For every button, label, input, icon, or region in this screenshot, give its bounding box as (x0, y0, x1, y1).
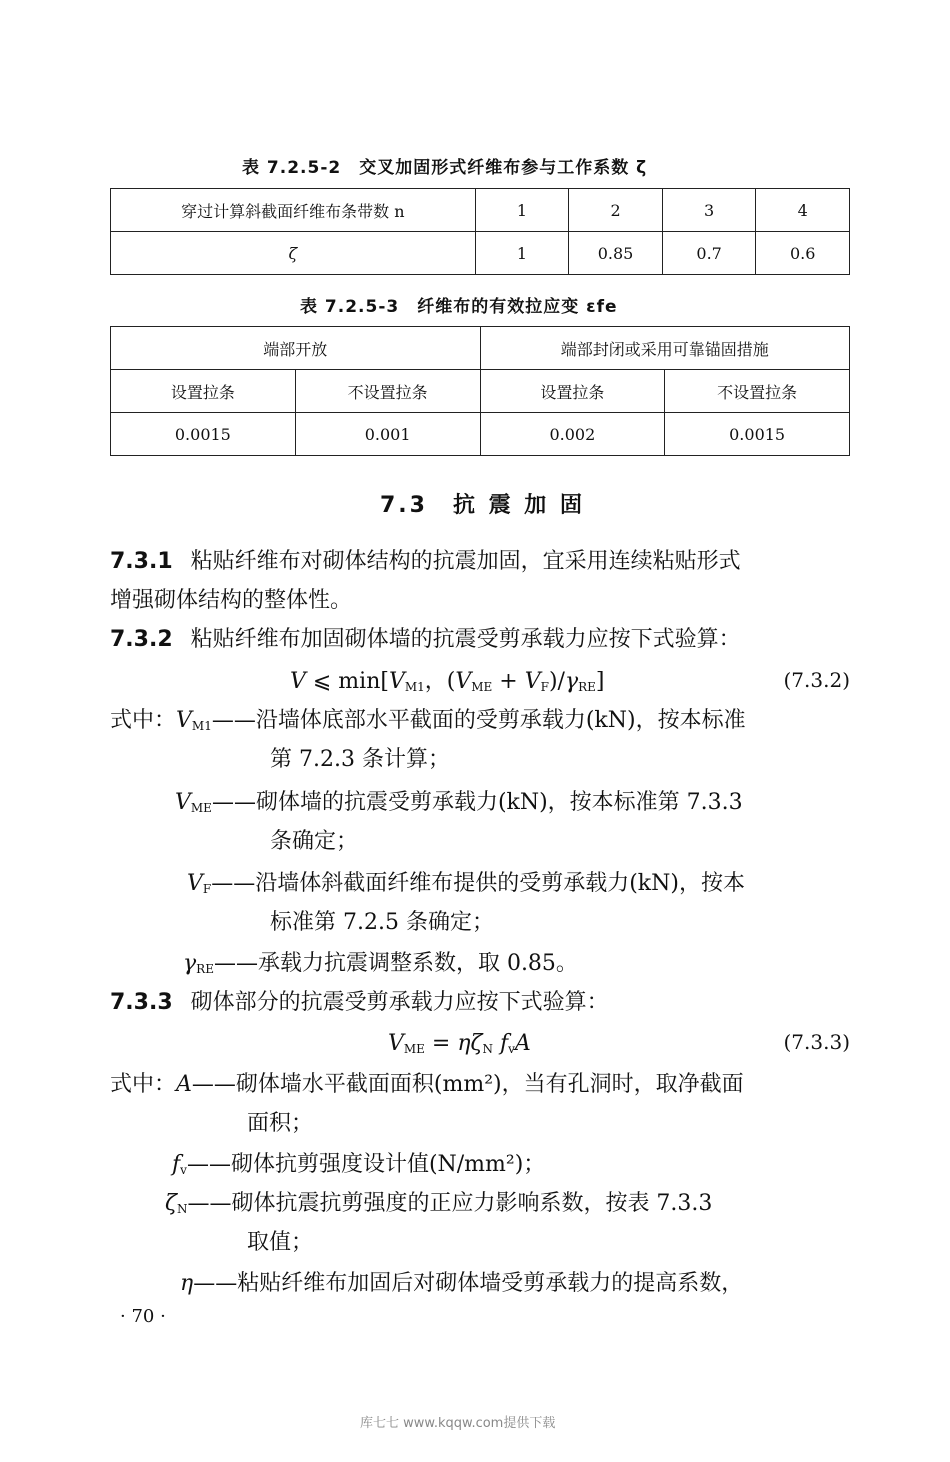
clause-text: 砌体部分的抗震受剪承载力应按下式验算： (190, 990, 609, 1015)
cell: 0.6 (756, 232, 850, 275)
sub-header: 不设置拉条 (295, 370, 480, 413)
clause-7-3-3 (110, 985, 609, 1021)
table-7-2-5-2 (110, 188, 850, 275)
section-title: 7.3 抗 震 加 固 (380, 493, 585, 518)
def-vme: $V_{ME}——$砌体墙的抗震受剪承载力(kN)，按本标准第 7.3.3 (175, 790, 743, 815)
group-header-closed: 端部封闭或采用可靠锚固措施 (480, 327, 850, 370)
sub-header: 设置拉条 (111, 370, 296, 413)
table-caption-7-2-5-2: 表 7.2.5-2 交叉加固形式纤维布参与工作系数 ζ (242, 158, 648, 178)
clause-number: 7.3.1 (110, 549, 173, 574)
def-zeta-n: $\zeta_N——$砌体抗震抗剪强度的正应力影响系数，按表 7.3.3 (165, 1191, 713, 1216)
cell: 3 (662, 189, 756, 232)
clause-7-3-1-cont: 增强砌体结构的整体性。 (110, 588, 353, 613)
cell: 1 (475, 232, 568, 275)
footer-watermark: 库七七 www.kqqw.com提供下载 (360, 1416, 556, 1431)
def-vme-cont: 条确定； (270, 829, 359, 854)
page-number: · 70 · (120, 1306, 166, 1327)
clause-text: 粘贴纤维布对砌体结构的抗震加固，宜采用连续粘贴形式 (190, 549, 741, 574)
clause-7-3-2 (110, 622, 741, 658)
cell: 2 (569, 189, 663, 232)
equation-7-3-2: V ⩽ $\min[V_{M1}$，$(V_{ME} + V_F)/\gamma_{RE}$] (290, 669, 605, 694)
def-vm1: 式中：$V_{M1}——$沿墙体底部水平截面的受剪承载力(kN)，按本标准 (110, 708, 746, 733)
def-zeta-n-cont: 取值； (247, 1230, 314, 1255)
sub-header: 设置拉条 (480, 370, 665, 413)
def-vf: $V_F——$沿墙体斜截面纤维布提供的受剪承载力(kN)，按本 (187, 871, 745, 896)
def-gamma-re: $\gamma_{RE}——$承载力抗震调整系数，取 0.85。 (183, 951, 578, 976)
cell: 4 (756, 189, 850, 232)
cell: 0.002 (480, 413, 665, 456)
equation-number: (7.3.2) (783, 668, 850, 692)
clause-number: 7.3.3 (110, 990, 173, 1015)
def-vf-cont: 标准第 7.2.5 条确定； (270, 910, 494, 935)
equation-7-3-3: $V_{ME} = \eta\zeta_N$ $f_vA$ (388, 1031, 531, 1056)
cell: 0.001 (295, 413, 480, 456)
table-caption-7-2-5-3: 表 7.2.5-3 纤维布的有效拉应变 εfe (300, 297, 618, 317)
def-a: 式中：A——砌体墙水平截面面积(mm²)，当有孔洞时，取净截面 (110, 1072, 744, 1097)
group-header-open: 端部开放 (111, 327, 481, 370)
clause-number: 7.3.2 (110, 627, 173, 652)
equation-number: (7.3.3) (783, 1030, 850, 1054)
cell: 0.0015 (111, 413, 296, 456)
cell: 0.85 (569, 232, 663, 275)
clause-7-3-1 (110, 544, 741, 580)
cell: 1 (475, 189, 568, 232)
clause-text: 粘贴纤维布加固砌体墙的抗震受剪承载力应按下式验算： (190, 627, 741, 652)
def-a-cont: 面积； (247, 1111, 314, 1136)
def-fv: $f_v——$砌体抗剪强度设计值(N/mm²)； (172, 1152, 546, 1177)
cell: 0.7 (662, 232, 756, 275)
def-vm1-cont: 第 7.2.3 条计算； (270, 747, 450, 772)
row-label-n: 穿过计算斜截面纤维布条带数 n (111, 189, 476, 232)
def-eta: η——粘贴纤维布加固后对砌体墙受剪承载力的提高系数， (180, 1271, 744, 1296)
table-7-2-5-3 (110, 326, 850, 456)
row-label-zeta: ζ (111, 232, 476, 275)
sub-header: 不设置拉条 (665, 370, 850, 413)
cell: 0.0015 (665, 413, 850, 456)
